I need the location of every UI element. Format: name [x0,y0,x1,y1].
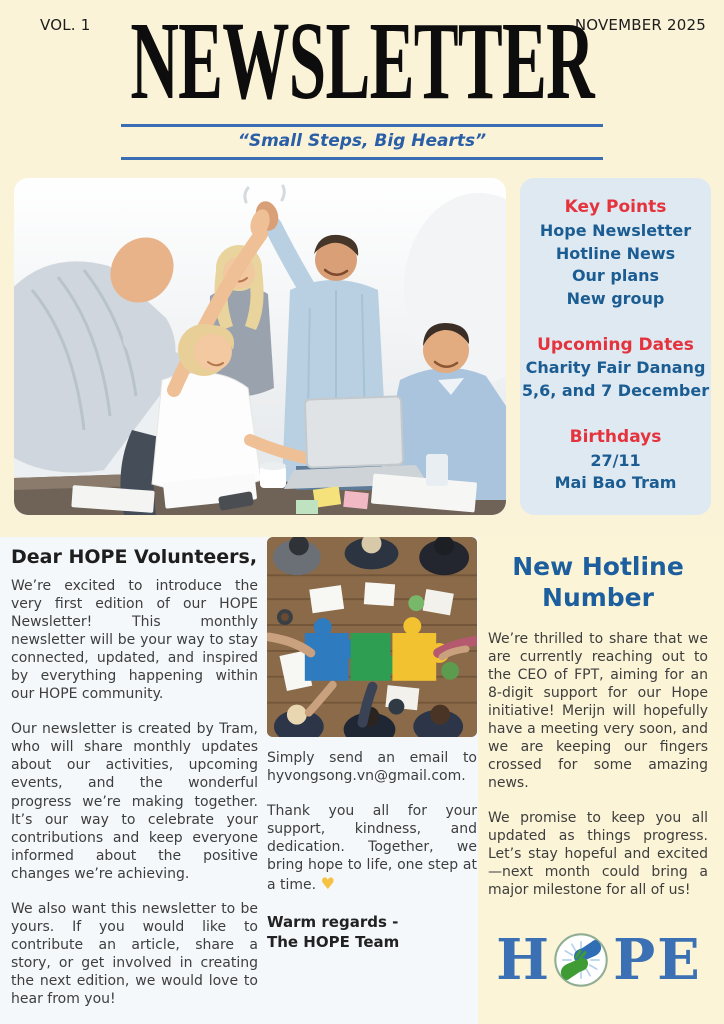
teamwork-puzzle-photo [267,537,477,737]
birthdays-group [520,426,711,495]
letter-heading: Dear HOPE Volunteers, [11,546,258,568]
hotline-paragraph: We promise to keep you all updated as things progress. Let’s stay hopeful and excited—next month could bring a major milestone for all of us! [488,809,708,899]
volume-label: VOL. 1 [40,16,91,34]
team-highfive-photo [14,178,506,515]
key-point-item: Hotline News [555,243,676,263]
masthead [0,0,724,123]
thanks-text: Thank you all for your support, kindness, and dedication. Together, we bring hope to life, one step at a time. [267,803,477,894]
hotline-paragraph: We’re thrilled to share that we are currently reaching out to the CEO of FPT, aiming for an 8-digit support for our Hope initiative! Merijn will hopefully have a meeting very soon, and we are keeping our fingers crossed for some amazing news. [488,630,708,791]
key-points-heading: Key Points [564,197,667,217]
issue-date: NOVEMBER 2025 [574,16,706,34]
tagline-rule-box [121,124,603,160]
upcoming-date-line: 5,6, and 7 December [521,381,710,401]
key-point-item: Our plans [571,266,660,286]
birthdays-heading: Birthdays [569,426,662,447]
hope-logo-hands-icon [552,931,610,989]
hotline-heading: New Hotline Number [512,552,684,613]
signoff-line1: Warm regards - [267,912,399,931]
hope-logo [488,927,708,994]
birthday-line: Mai Bao Tram [554,473,677,493]
page-title: NEWSLETTER [130,0,594,123]
upcoming-dates-heading: Upcoming Dates [537,334,694,355]
letter-paragraph: We’re excited to introduce the very first edition of our HOPE Newsletter! This monthly newsletter will be your way to stay connected, updated, and inspired by everything happening within our HOPE community. [11,578,258,703]
hope-logo-letter-h: H [496,927,550,994]
key-points-card [520,178,711,515]
tagline: “Small Steps, Big Hearts” [237,131,487,151]
upcoming-date-line: Charity Fair Danang [525,358,706,378]
hope-logo-letter-p: P [613,927,656,994]
birthday-line: 27/11 [590,450,641,470]
middle-column [267,537,477,952]
hotline-column [488,545,708,994]
email-paragraph: Simply send an email to hyvongsong.vn@gmail.com. [267,750,477,785]
key-point-item: Hope Newsletter [539,220,692,240]
upcoming-dates-group [520,334,711,403]
letter-paragraph: We also want this newsletter to be yours. If you would like to contribute an article, share a story, or get involved in creating the next edition, we would love to hear from you! [11,900,258,1007]
thanks-paragraph [267,802,477,895]
key-point-item: New group [566,288,665,308]
puzzle-table-illustration [267,537,477,737]
signoff-line2: The HOPE Team [267,933,400,952]
body-section [0,537,724,1024]
key-points-group [520,196,711,311]
hope-logo-letter-e: E [657,927,700,994]
yellow-heart-icon: ♥ [320,874,335,894]
signoff [267,912,477,953]
letter-paragraph: Our newsletter is created by Tram, who will share monthly updates about our activities, upcoming events, and the wonderful progress we’re making together. It’s our way to celebrate your contributions and keep everyone informed about the positive changes we’re achieving. [11,721,258,882]
team-highfive-illustration [14,178,506,515]
letter-column [11,546,258,1024]
hero-row [14,178,711,515]
